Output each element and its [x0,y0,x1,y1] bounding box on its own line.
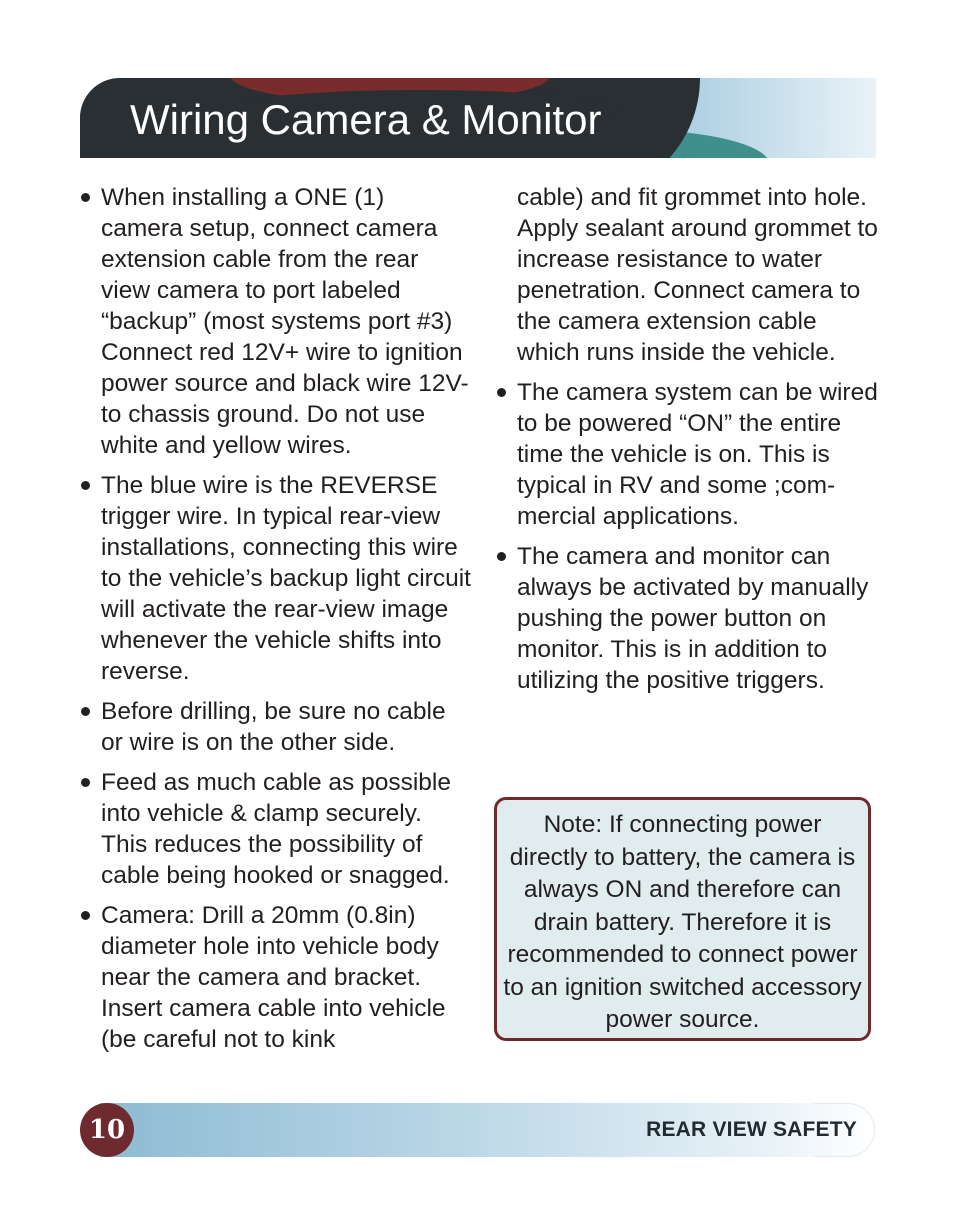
list-item [80,767,472,891]
brand-label: REAR VIEW SAFETY [646,1118,857,1141]
note-box [494,797,871,1041]
list-item [80,696,472,758]
list-item-text: Feed as much cable as possible into vehicle & clamp securely. This reduces the possibility of cable being hooked or snagged. [101,769,451,889]
footer [80,1103,875,1157]
bullet-icon [81,707,90,716]
header-banner [80,78,876,158]
list-item-text: When installing a ONE (1) camera setup, connect camera extension cable from the rear view camera to port labeled “backup” (most systems port #3) Connect red 12V+ wire to ignition power source and black wire 12V- to chassis ground. Do not use white and yellow wires. [101,184,469,459]
bullet-icon [81,481,90,490]
list-item-text: Camera: Drill a 20mm (0.8in) diameter hole into vehicle body near the camera and bracket. Insert camera cable into vehicle (be careful not to kink [101,902,446,1053]
list-item-text: Before drilling, be sure no cable or wire is on the other side. [101,698,446,756]
page-title: Wiring Camera & Monitor [130,96,602,143]
list-item [80,182,472,461]
list-item [496,541,880,696]
bullet-icon [497,552,506,561]
bullet-icon [81,778,90,787]
list-item [80,470,472,687]
list-item-text: The camera and monitor can always be activated by manually pushing the power button on monitor. This is in addition to utilizing the positive triggers. [517,543,869,694]
right-column [496,182,880,705]
continuation-text: cable) and fit grommet into hole. Apply sealant around grommet to increase resistance to water penetration. Connect camera to the camera extension cable which runs inside the vehicle. [517,184,878,366]
bullet-icon [497,388,506,397]
bullet-icon [81,193,90,202]
left-column [80,182,472,1064]
list-item-text: The blue wire is the REVERSE trigger wire. In typical rear-view installations, connecting this wire to the vehicle’s backup light circuit will activate the rear-view image whenever the vehicle shifts into reverse. [101,472,471,685]
list-item [496,377,880,532]
note-text: Note: If connecting power directly to battery, the camera is always ON and therefore can drain battery. Therefore it is recommended to connect power to an ignition switched accessory power source. [503,811,862,1033]
list-item [80,900,472,1055]
list-item-text: The camera system can be wired to be powered “ON” the entire time the vehicle is on. This is typical in RV and some ;com-mercial applications. [517,379,878,530]
page-number: 10 [80,1103,134,1157]
bullet-icon [81,911,90,920]
